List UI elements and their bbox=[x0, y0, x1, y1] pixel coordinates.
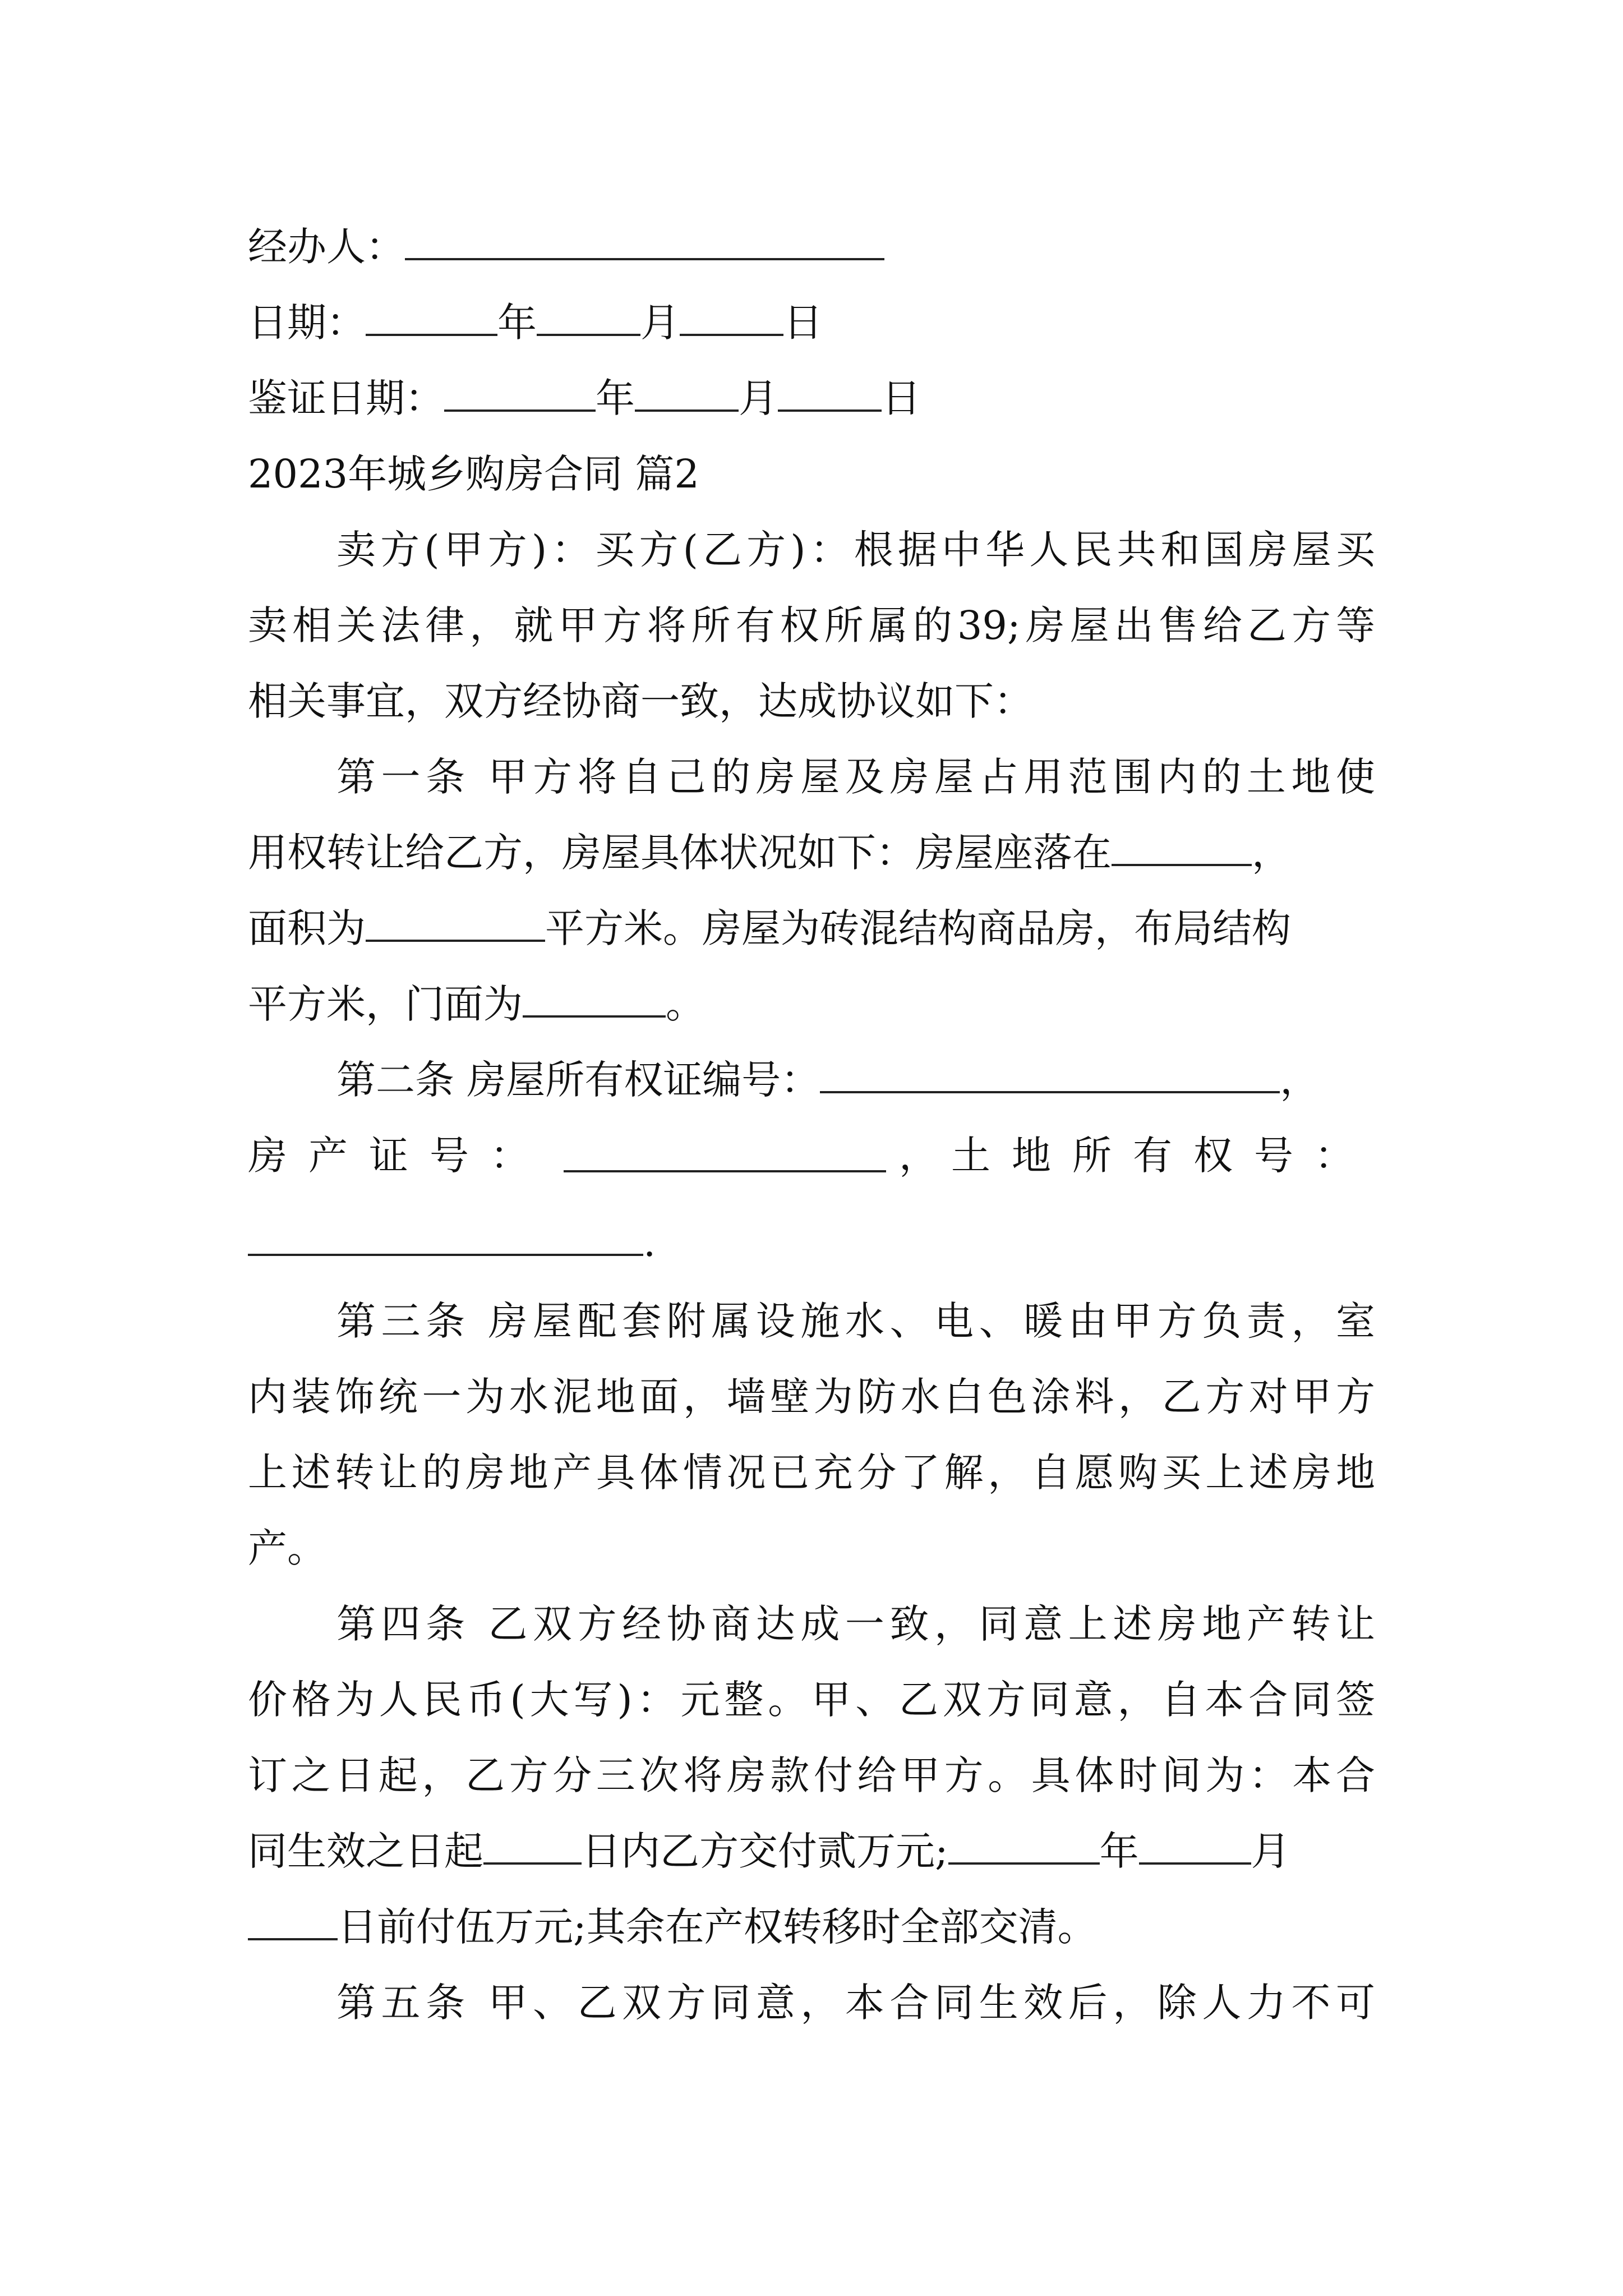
intro-line-3: 相关事宜，双方经协商一致，达成协议如下： bbox=[248, 678, 1033, 724]
art4-line-5 bbox=[248, 1899, 1375, 1955]
art3-line-4: 产。 bbox=[248, 1525, 326, 1571]
art1-line-1: 第一条 甲方将自己的房屋及房屋占用范围内的土地使 bbox=[336, 754, 1375, 800]
art1-line-2 bbox=[248, 825, 1375, 881]
art1-location-text: 用权转让给乙方，房屋具体状况如下：房屋座落在 bbox=[248, 830, 1112, 876]
intro-line-2: 卖相关法律，就甲方将所有权所属的39;房屋出售给乙方等 bbox=[248, 602, 1375, 648]
notary-month-label: 月 bbox=[739, 375, 778, 421]
area-blank bbox=[366, 905, 545, 942]
day-label: 日 bbox=[783, 300, 823, 346]
land-right-label: 土地所有权号： bbox=[951, 1133, 1375, 1179]
notary-day-label: 日 bbox=[882, 375, 921, 421]
pay-month-blank bbox=[1139, 1828, 1251, 1865]
art2-dot: . bbox=[643, 1220, 656, 1266]
date-line bbox=[248, 295, 1375, 351]
pay-year-label: 年 bbox=[1099, 1828, 1139, 1874]
land-right-blank bbox=[248, 1219, 643, 1256]
property-cert-label: 房产证号： bbox=[248, 1133, 551, 1179]
art2-line-2 bbox=[248, 1128, 1375, 1184]
agent-label: 经办人： bbox=[248, 224, 405, 270]
month-blank bbox=[537, 299, 640, 336]
second-payment-text: 日前付伍万元;其余在产权转移时全部交清。 bbox=[338, 1904, 1097, 1950]
month-label: 月 bbox=[640, 300, 680, 346]
location-blank bbox=[1112, 829, 1252, 866]
agent-line bbox=[248, 219, 1375, 275]
storefront-label: 平方米，门面为 bbox=[248, 981, 523, 1027]
days-blank bbox=[483, 1828, 582, 1865]
art4-line-3: 订之日起，乙方分三次将房款付给甲方。具体时间为：本合 bbox=[248, 1752, 1375, 1798]
ownership-cert-blank bbox=[820, 1056, 1280, 1093]
art2-comma-2: ， bbox=[899, 1133, 938, 1179]
day-blank bbox=[680, 299, 783, 336]
year-blank bbox=[366, 299, 497, 336]
storefront-blank bbox=[523, 981, 666, 1018]
pay-year-blank bbox=[948, 1828, 1100, 1865]
art1-structure-text: 平方米。房屋为砖混结构商品房，布局结构 bbox=[545, 905, 1291, 951]
notary-date-line bbox=[248, 370, 1375, 426]
section-title: 2023年城乡购房合同 篇2 bbox=[248, 451, 699, 497]
ownership-cert-label: 第二条 房屋所有权证编号： bbox=[336, 1057, 820, 1103]
art3-line-2: 内装饰统一为水泥地面，墙壁为防水白色涂料，乙方对甲方 bbox=[248, 1374, 1375, 1420]
date-label: 日期： bbox=[248, 300, 366, 346]
notary-year-blank bbox=[444, 375, 596, 412]
art4-line-4 bbox=[248, 1823, 1375, 1879]
pay-month-label: 月 bbox=[1251, 1828, 1290, 1874]
first-payment-text: 日内乙方交付贰万元; bbox=[582, 1828, 948, 1874]
effective-days-label: 同生效之日起 bbox=[248, 1828, 483, 1874]
art1-comma: ， bbox=[1252, 830, 1291, 876]
art5-line-1: 第五条 甲、乙双方同意，本合同生效后，除人力不可 bbox=[336, 1980, 1375, 2026]
art1-line-3 bbox=[248, 900, 1375, 956]
area-label: 面积为 bbox=[248, 905, 366, 951]
notary-month-blank bbox=[635, 375, 739, 412]
notary-day-blank bbox=[778, 375, 882, 412]
art2-line-1 bbox=[336, 1052, 1375, 1108]
intro-line-1: 卖方(甲方)：买方(乙方)：根据中华人民共和国房屋买 bbox=[336, 527, 1375, 573]
agent-blank bbox=[405, 223, 884, 260]
notary-year-label: 年 bbox=[596, 375, 635, 421]
art1-line-4 bbox=[248, 976, 1375, 1032]
art3-line-1: 第三条 房屋配套附属设施水、电、暖由甲方负责，室 bbox=[336, 1298, 1375, 1344]
art3-line-3: 上述转让的房地产具体情况已充分了解，自愿购买上述房地 bbox=[248, 1450, 1375, 1496]
art4-line-1: 第四条 乙双方经协商达成一致，同意上述房地产转让 bbox=[336, 1601, 1375, 1647]
notary-date-label: 鉴证日期： bbox=[248, 375, 444, 421]
art4-line-2: 价格为人民币(大写)：元整。甲、乙双方同意，自本合同签 bbox=[248, 1677, 1375, 1723]
property-cert-blank bbox=[564, 1135, 886, 1172]
pay-day-blank bbox=[248, 1903, 338, 1940]
art2-line-3 bbox=[248, 1214, 1375, 1271]
art1-period: 。 bbox=[666, 981, 705, 1027]
art2-comma-1: ， bbox=[1280, 1057, 1320, 1103]
year-label: 年 bbox=[497, 300, 537, 346]
